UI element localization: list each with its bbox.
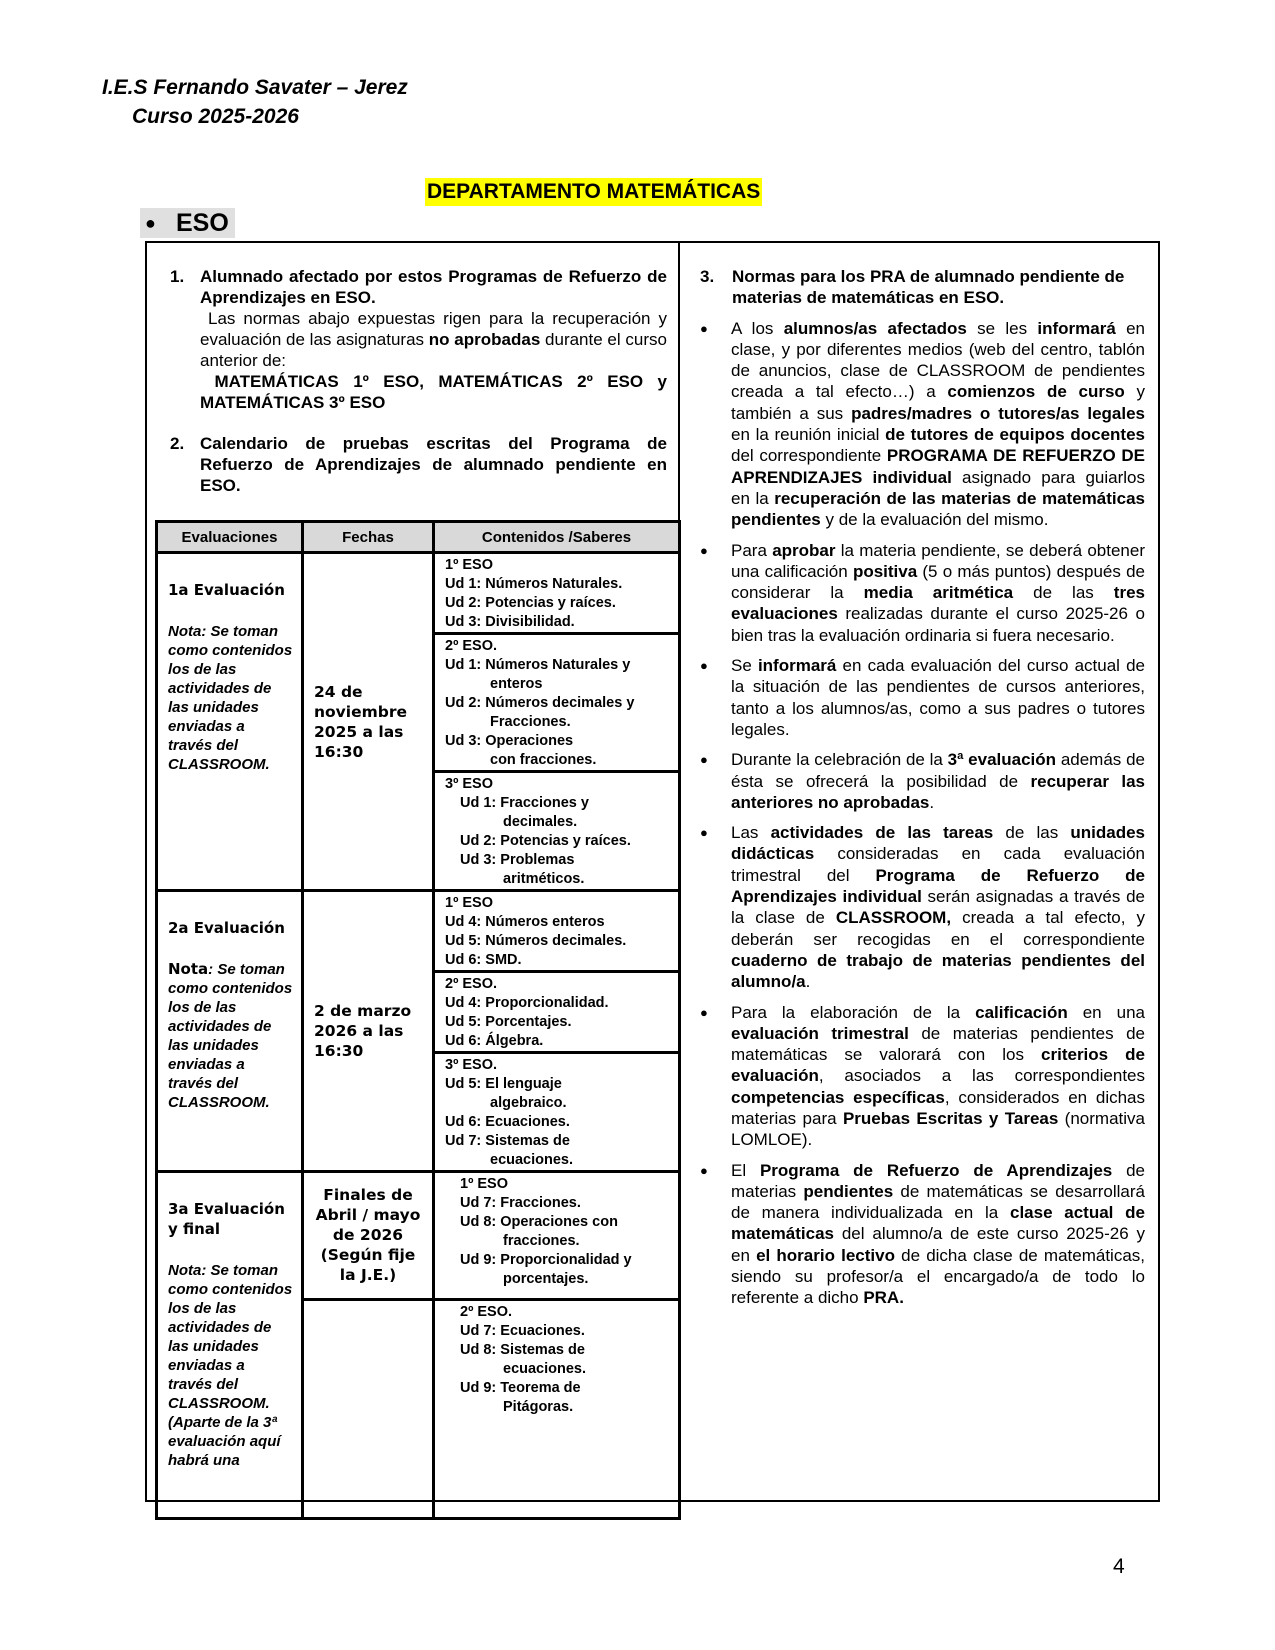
bullet-icon: ● <box>700 1004 708 1020</box>
evaluation-title: 2a Evaluación <box>168 919 285 937</box>
calendar-table <box>155 520 681 1520</box>
item-number: 2. <box>170 434 185 453</box>
table-row <box>157 891 680 972</box>
date-cell: 2 de marzo 2026 a las 16:30 <box>303 891 434 1172</box>
bullet-icon: ● <box>700 752 708 768</box>
contents-cell: 1º ESO Ud 1: Números Naturales. Ud 2: Potencias y raíces. Ud 3: Divisibilidad. <box>434 553 680 634</box>
table-row <box>157 553 680 634</box>
contents-cell: 3º ESO Ud 1: Fracciones y decimales. Ud 2: Potencias y raíces. Ud 3: Problemas aritméticos. <box>434 772 680 891</box>
list-item: ● Se informará en cada evaluación del curso actual de la situación de las pendientes de cursos anteriores, tanto a los alumnos/as, como a sus padres o tutores legales. <box>700 656 1145 739</box>
item-text: Las normas abajo expuestas rigen para la recuperación y evaluación de las asignaturas no aprobadas durante el curso anterior de: <box>200 309 667 370</box>
department-title: DEPARTAMENTO MATEMÁTICAS <box>425 178 762 206</box>
header-course: Curso 2025-2026 <box>132 105 299 128</box>
column-header: Contenidos /Saberes <box>434 522 680 553</box>
item-1 <box>170 266 667 413</box>
evaluation-cell <box>157 553 303 891</box>
evaluation-note: Nota: Se toman como contenidos los de las actividades de las unidades enviadas a través del CLASSROOM. <box>168 960 293 1111</box>
item-2 <box>170 433 667 496</box>
section-heading-eso <box>140 208 235 238</box>
contents-cell: 1º ESO Ud 7: Fracciones. Ud 8: Operaciones con fracciones. Ud 9: Proporcionalidad y porcentajes. <box>434 1172 680 1300</box>
date-cell-empty <box>303 1299 434 1518</box>
left-intro <box>170 266 667 496</box>
list-item: ● A los alumnos/as afectados se les informará en clase, y por diferentes medios (web del centro, tablón de anuncios, clase de CLASSROOM de pendientes creada a tal efecto…) a comienzos de curso y también a sus padres/madres o tutores/as legales en la reunión inicial de tutores de equipos docentes del correspondiente PROGRAMA DE REFUERZO DE APRENDIZAJES individual asignado para guiarlos en la recuperación de las materias de matemáticas pendientes y de la evaluación del mismo. <box>700 318 1146 530</box>
table-row <box>157 1172 680 1300</box>
table-header-row <box>157 522 680 553</box>
list-item: ● Para la elaboración de la calificación en una evaluación trimestral de materias pendientes de matemáticas se valorará con los criterios de evaluación, asociados a las correspondientes competencias específicas, considerados en dichas materias para Pruebas Escritas y Tareas (normativa LOMLOE). <box>700 1002 1146 1150</box>
evaluation-cell <box>157 1172 303 1519</box>
section-3-title: Normas para los PRA de alumnado pendiente de materias de matemáticas en ESO. <box>732 267 1125 308</box>
list-item: ● Durante la celebración de la 3ª evaluación además de ésta se ofrecerá la posibilidad de recuperar las anteriores no aprobadas. <box>700 750 1145 812</box>
contents-cell: 2º ESO. Ud 4: Proporcionalidad. Ud 5: Porcentajes. Ud 6: Álgebra. <box>434 972 680 1053</box>
item-number: 3. <box>700 267 715 286</box>
section-label: ESO <box>176 209 229 237</box>
item-subjects: MATEMÁTICAS 1º ESO, MATEMÁTICAS 2º ESO y MATEMÁTICAS 3º ESO <box>200 372 667 412</box>
evaluation-note: Nota: Se toman como contenidos los de las actividades de las unidades enviadas a través del CLASSROOM. <box>168 623 293 773</box>
date-cell: Finales de Abril / mayo de 2026 (Según fije la J.E.) <box>303 1172 434 1300</box>
bullet-icon: ● <box>700 825 708 841</box>
list-item: ● Para aprobar la materia pendiente, se deberá obtener una calificación positiva (5 o más puntos) después de considerar la media aritmética de las tres evaluaciones realizadas durante el curso 2025-26 o bien tras la evaluación ordinaria si fuera necesario. <box>700 540 1145 645</box>
list-item: ● El Programa de Refuerzo de Aprendizajes de materias pendientes de matemáticas se desarrollará de manera individualizada en la clase actual de matemáticas del alumno/a de este curso 2025-26 y en el horario lectivo de dicha clase de matemáticas, siendo su profesor/a el encargado/a de todo lo referente a dicho PRA. <box>700 1160 1146 1308</box>
contents-cell: 1º ESO Ud 4: Números enteros Ud 5: Números decimales. Ud 6: SMD. <box>434 891 680 972</box>
section-3-heading <box>700 266 1145 309</box>
page-number: 4 <box>1113 1555 1125 1578</box>
column-header: Evaluaciones <box>157 522 303 553</box>
header-school: I.E.S Fernando Savater – Jerez <box>102 76 408 99</box>
evaluation-title: 3a Evaluación y final <box>168 1200 285 1238</box>
bullet-icon: ● <box>700 1162 708 1178</box>
contents-cell: 2º ESO. Ud 7: Ecuaciones. Ud 8: Sistemas de ecuaciones. Ud 9: Teorema de Pitágoras. <box>434 1299 680 1518</box>
list-item: ● Las actividades de las tareas de las unidades didácticas consideradas en cada evaluación trimestral del Programa de Refuerzo de Aprendizajes individual serán asignadas a través de la clase de CLASSROOM, creada a tal efecto, y deberán ser recogidas en el correspondiente cuaderno de trabajo de materias pendientes del alumno/a. <box>700 823 1146 992</box>
bullet-icon: ● <box>700 542 708 558</box>
evaluation-note: Nota: Se toman como contenidos los de las actividades de las unidades enviadas a través del CLASSROOM. (Aparte de la 3ª evaluación aquí habrá una <box>168 1262 293 1469</box>
bullet-icon: ● <box>700 320 708 336</box>
item-title: Calendario de pruebas escritas del Programa de Refuerzo de Aprendizajes de alumnado pendiente en ESO. <box>200 434 667 495</box>
column-header: Fechas <box>303 522 434 553</box>
evaluation-cell <box>157 891 303 1172</box>
evaluation-title: 1a Evaluación <box>168 581 285 599</box>
date-cell: 24 de noviembre 2025 a las 16:30 <box>303 553 434 891</box>
bullet-icon: ● <box>145 213 156 233</box>
contents-cell: 3º ESO. Ud 5: El lenguaje algebraico. Ud 6: Ecuaciones. Ud 7: Sistemas de ecuaciones. <box>434 1053 680 1172</box>
contents-cell: 2º ESO. Ud 1: Números Naturales y enteros Ud 2: Números decimales y Fracciones. Ud 3: Operaciones con fracciones. <box>434 634 680 772</box>
bullet-icon: ● <box>700 658 708 674</box>
item-title: Alumnado afectado por estos Programas de Refuerzo de Aprendizajes en ESO. <box>200 267 667 307</box>
item-number: 1. <box>170 267 185 286</box>
right-column <box>700 266 1145 1309</box>
